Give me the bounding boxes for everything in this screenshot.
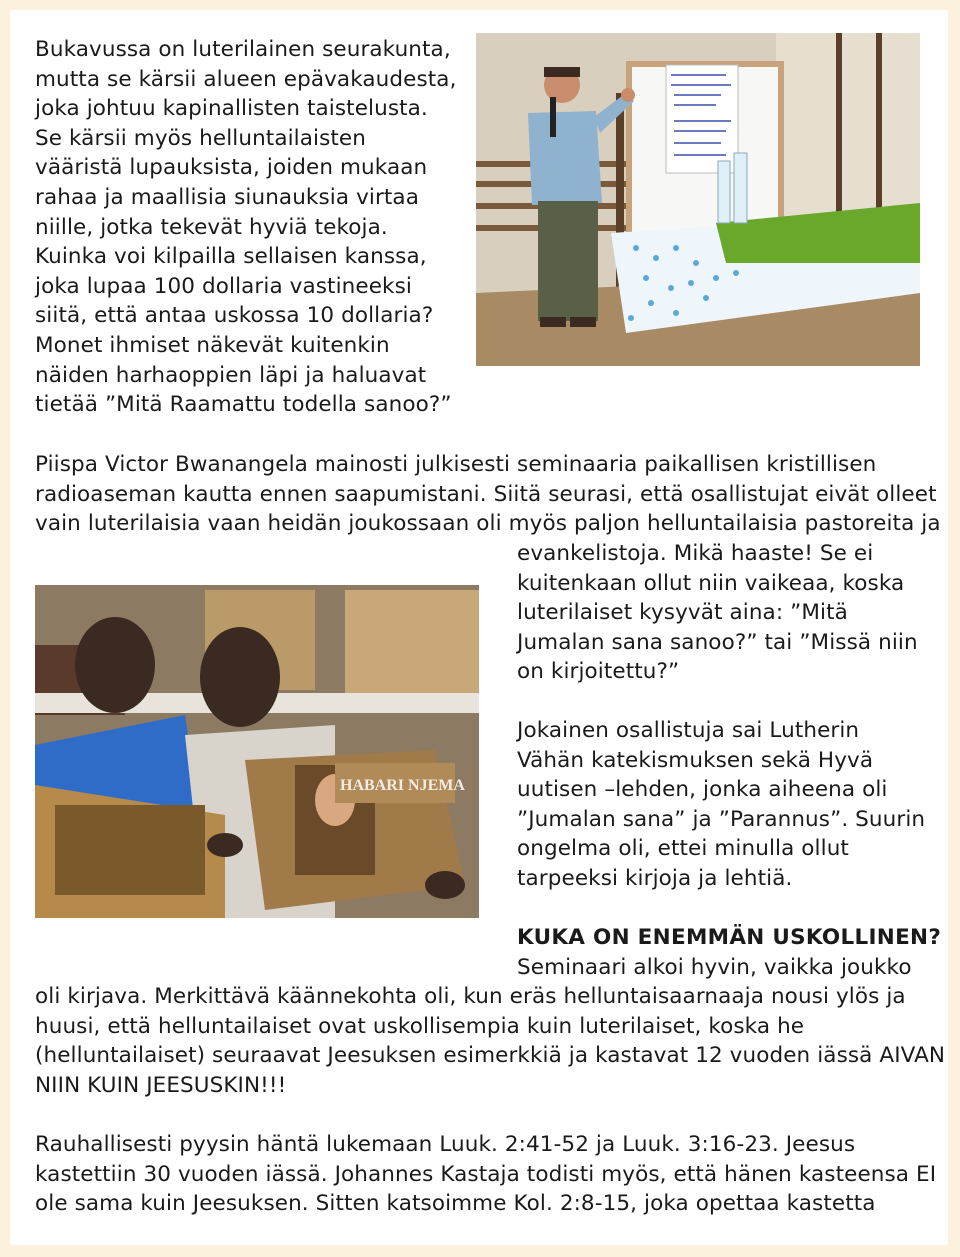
text-line: Jumalan sana sanoo?” tai ”Missä niin	[517, 629, 918, 655]
readers-photo	[35, 585, 479, 918]
text-line: oli kirjava. Merkittävä käännekohta oli, kun eräs helluntaisaarnaaja nousi ylös ja	[35, 984, 906, 1009]
text-line: joka lupaa 100 dollaria vastineeksi	[35, 273, 412, 299]
challenge-paragraph	[517, 539, 937, 687]
text-line: tietää ”Mitä Raamattu todella sanoo?”	[35, 392, 452, 418]
text-line: huusi, että helluntailaiset ovat uskollisempia kuin luterilaiset, koska he	[35, 1013, 805, 1039]
speaker-photo	[476, 33, 920, 366]
section-heading: KUKA ON ENEMMÄN USKOLLINEN?	[517, 925, 942, 950]
text-line: on kirjoitettu?”	[517, 659, 680, 685]
closing-paragraph	[35, 1130, 935, 1219]
text-line: Jokainen osallistuja sai Lutherin	[517, 718, 860, 743]
text-line: näiden harhaoppien läpi ja haluavat	[35, 362, 427, 388]
text-line: ”Jumalan sana” ja ”Parannus”. Suurin	[517, 806, 926, 832]
text-line: kastettiin 30 vuoden iässä. Johannes Kastaja todisti myös, että hänen kasteensa EI	[35, 1161, 937, 1187]
text-line: ole sama kuin Jeesuksen. Sitten katsoimme Kol. 2:8-15, joka opettaa kastetta	[35, 1191, 876, 1217]
text-line: Bukavussa on luterilainen seurakunta,	[35, 37, 451, 62]
text-line: radioaseman kautta ennen saapumistani. Siitä seurasi, että osallistujat eivät olleet	[35, 481, 937, 507]
text-line: Kuinka voi kilpailla sellaisen kanssa,	[35, 244, 427, 270]
text-line: evankelistoja. Mikä haaste! Se ei	[517, 541, 874, 566]
text-line: Se kärsii myös helluntailaisten	[35, 125, 366, 151]
intro-paragraph	[35, 35, 455, 420]
text-line: Rauhallisesti pyysin häntä lukemaan Luuk. 2:41-52 ja Luuk. 3:16-23. Jeesus	[35, 1132, 856, 1157]
text-line: (helluntailaiset) seuraavat Jeesuksen esimerkkiä ja kastavat 12 vuoden iässä AIVAN	[35, 1043, 946, 1069]
text-line: vain luterilaisia vaan heidän joukossaan oli myös paljon helluntailaisia pastoreita ja	[35, 511, 941, 537]
faithful-paragraph	[35, 982, 946, 1100]
text-line: uutisen –lehden, jonka aiheena oli	[517, 777, 888, 803]
text-line: Piispa Victor Bwanangela mainosti julkisesti seminaaria paikallisen kristillisen	[35, 452, 877, 477]
materials-paragraph	[517, 716, 937, 894]
text-line: NIIN KUIN JEESUSKIN!!!	[35, 1072, 287, 1098]
article-page	[10, 10, 948, 1245]
text-line: joka johtuu kapinallisten taistelusta.	[35, 96, 428, 122]
text-line: tarpeeksi kirjoja ja lehtiä.	[517, 865, 793, 891]
text-line: mutta se kärsii alueen epävakaudesta,	[35, 66, 457, 92]
text-line: siitä, että antaa uskossa 10 dollaria?	[35, 303, 434, 329]
text-line: niille, jotka tekevät hyviä tekoja.	[35, 214, 388, 240]
text-line: Monet ihmiset näkevät kuitenkin	[35, 332, 390, 358]
faithful-first-line: Seminaari alkoi hyvin, vaikka joukko	[517, 955, 912, 980]
text-line: Vähän katekismuksen sekä Hyvä	[517, 747, 874, 773]
text-line: rahaa ja maallisia siunauksia virtaa	[35, 184, 419, 210]
seminar-paragraph	[35, 450, 941, 539]
text-line: kuitenkaan ollut niin vaikeaa, koska	[517, 570, 905, 596]
magazine-title: HABARI NJEMA	[340, 777, 465, 794]
text-line: luterilaiset kysyvät aina: ”Mitä	[517, 600, 848, 626]
text-line: ongelma oli, ettei minulla ollut	[517, 836, 849, 862]
text-line: vääristä lupauksista, joiden mukaan	[35, 155, 428, 181]
